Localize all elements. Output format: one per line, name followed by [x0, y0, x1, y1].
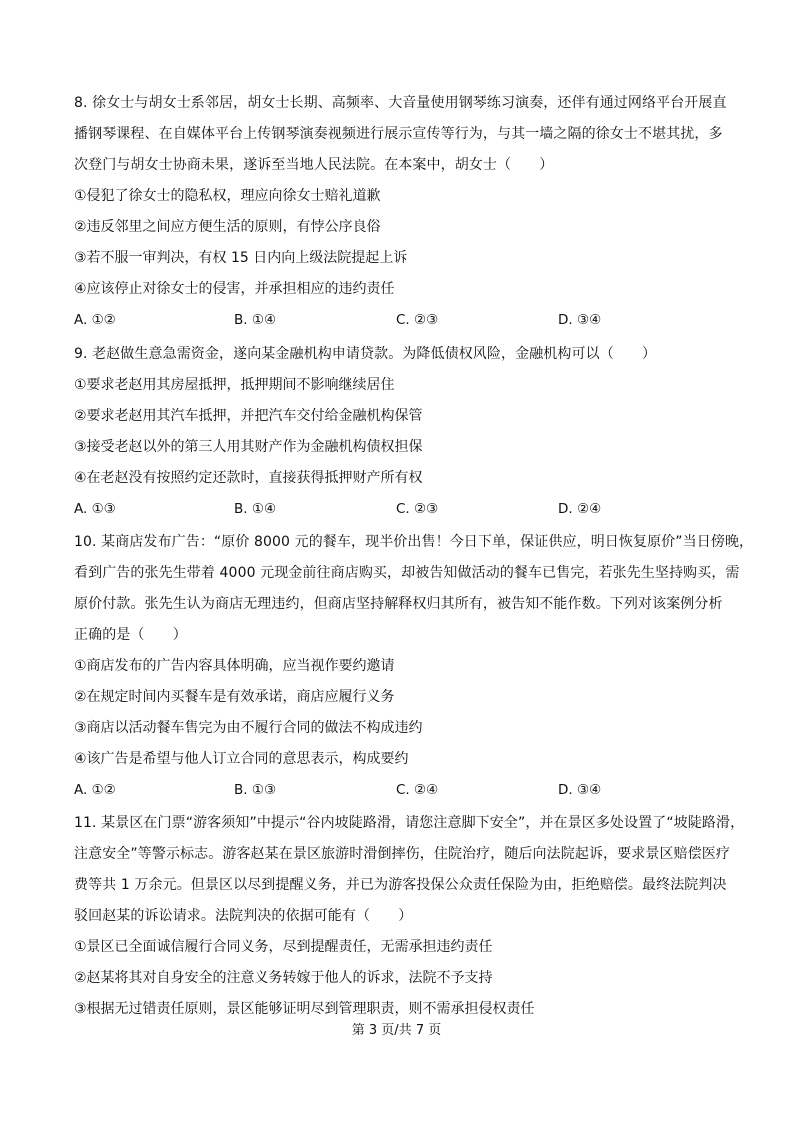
option-a: A. ①② — [74, 312, 116, 328]
question-11 — [74, 808, 745, 1025]
option-c: C. ②④ — [396, 782, 439, 798]
stem-line: 注意安全”等警示标志。游客赵某在景区旅游时滑倒摔伤，住院治疗，随后向法院起诉，要求景区赔偿医疗 — [74, 846, 730, 862]
question-stem — [74, 88, 727, 181]
option-c: C. ②③ — [396, 312, 439, 328]
question-10 — [74, 527, 754, 806]
statement-item: ①侵犯了徐女士的隐私权，理应向徐女士赔礼道歉 — [74, 188, 381, 204]
option-c: C. ②③ — [396, 501, 439, 517]
statement-item: ①要求老赵用其房屋抵押，抵押期间不影响继续居住 — [74, 377, 395, 393]
stem-line: 10. 某商店发布广告：“原价 8000 元的餐车，现半价出售！今日下单，保证供应，明日恢复原价”当日傍晚， — [74, 534, 754, 550]
statement-item: ②要求老赵用其汽车抵押，并把汽车交付给金融机构保管 — [74, 408, 423, 424]
page-number: 第 3 页/共 7 页 — [351, 1023, 442, 1038]
stem-line: 原价付款。张先生认为商店无理违约，但商店坚持解释权归其所有，被告知不能作数。下列对该案例分析 — [74, 596, 723, 612]
statement-item: ④应该停止对徐女士的侵害，并承担相应的违约责任 — [74, 281, 395, 297]
statement-item: ④该广告是希望与他人订立合同的意思表示，构成要约 — [74, 751, 409, 767]
statement-item: ③接受老赵以外的第三人用其财产作为金融机构债权担保 — [74, 439, 423, 455]
stem-line: 看到广告的张先生带着 4000 元现金前往商店购买，却被告知做活动的餐车已售完，若张先生坚持购买，需 — [74, 565, 740, 581]
answer-options — [74, 305, 724, 336]
statement-item: ②在规定时间内买餐车是有效承诺，商店应履行义务 — [74, 689, 395, 705]
statement-item: ②赵某将其对自身安全的注意义务转嫁于他人的诉求，法院不予支持 — [74, 970, 493, 986]
question-8 — [74, 88, 727, 336]
option-d: D. ②④ — [558, 501, 602, 517]
option-d: D. ③④ — [558, 782, 602, 798]
question-stem — [74, 808, 745, 932]
stem-line: 9. 老赵做生意急需资金，遂向某金融机构申请贷款。为降低债权风险，金融机构可以（ ） — [74, 346, 657, 362]
stem-line: 11. 某景区在门票“游客须知”中提示“谷内坡陡路滑，请您注意脚下安全”，并在景区多处设置了“坡陡路滑， — [74, 815, 745, 831]
stem-line: 正确的是（ ） — [74, 627, 187, 643]
stem-line: 费等共 1 万余元。但景区以尽到提醒义务，并已为游客投保公众责任保险为由，拒绝赔偿。最终法院判决 — [74, 877, 727, 893]
stem-line: 播钢琴课程、在自媒体平台上传钢琴演奏视频进行展示宣传等行为，与其一墙之隔的徐女士不堪其扰，多 — [74, 126, 723, 142]
option-b: B. ①④ — [234, 312, 277, 328]
option-b: B. ①③ — [234, 782, 277, 798]
statement-item: ③根据无过错责任原则，景区能够证明尽到管理职责，则不需承担侵权责任 — [74, 1001, 535, 1017]
stem-line: 8. 徐女士与胡女士系邻居，胡女士长期、高频率、大音量使用钢琴练习演奏，还伴有通过网络平台开展直 — [74, 95, 727, 111]
stem-line: 次登门与胡女士协商未果，遂诉至当地人民法院。在本案中，胡女士（ ） — [74, 157, 554, 173]
stem-line: 驳回赵某的诉讼请求。法院判决的依据可能有（ ） — [74, 908, 413, 924]
statement-item: ④在老赵没有按照约定还款时，直接获得抵押财产所有权 — [74, 470, 423, 486]
statement-item: ③商店以活动餐车售完为由不履行合同的做法不构成违约 — [74, 720, 423, 736]
statement-item: ①商店发布的广告内容具体明确，应当视作要约邀请 — [74, 658, 395, 674]
option-a: A. ①③ — [74, 501, 116, 517]
statement-item: ②违反邻里之间应方便生活的原则，有悖公序良俗 — [74, 219, 381, 235]
statement-item: ③若不服一审判决，有权 15 日内向上级法院提起上诉 — [74, 250, 408, 266]
question-stem — [74, 339, 724, 370]
question-stem — [74, 527, 754, 651]
statement-item: ①景区已全面诚信履行合同义务，尽到提醒责任，无需承担违约责任 — [74, 939, 493, 955]
answer-options — [74, 494, 724, 525]
option-a: A. ①② — [74, 782, 116, 798]
answer-options — [74, 775, 724, 806]
option-d: D. ③④ — [558, 312, 602, 328]
question-9 — [74, 339, 724, 525]
option-b: B. ①④ — [234, 501, 277, 517]
